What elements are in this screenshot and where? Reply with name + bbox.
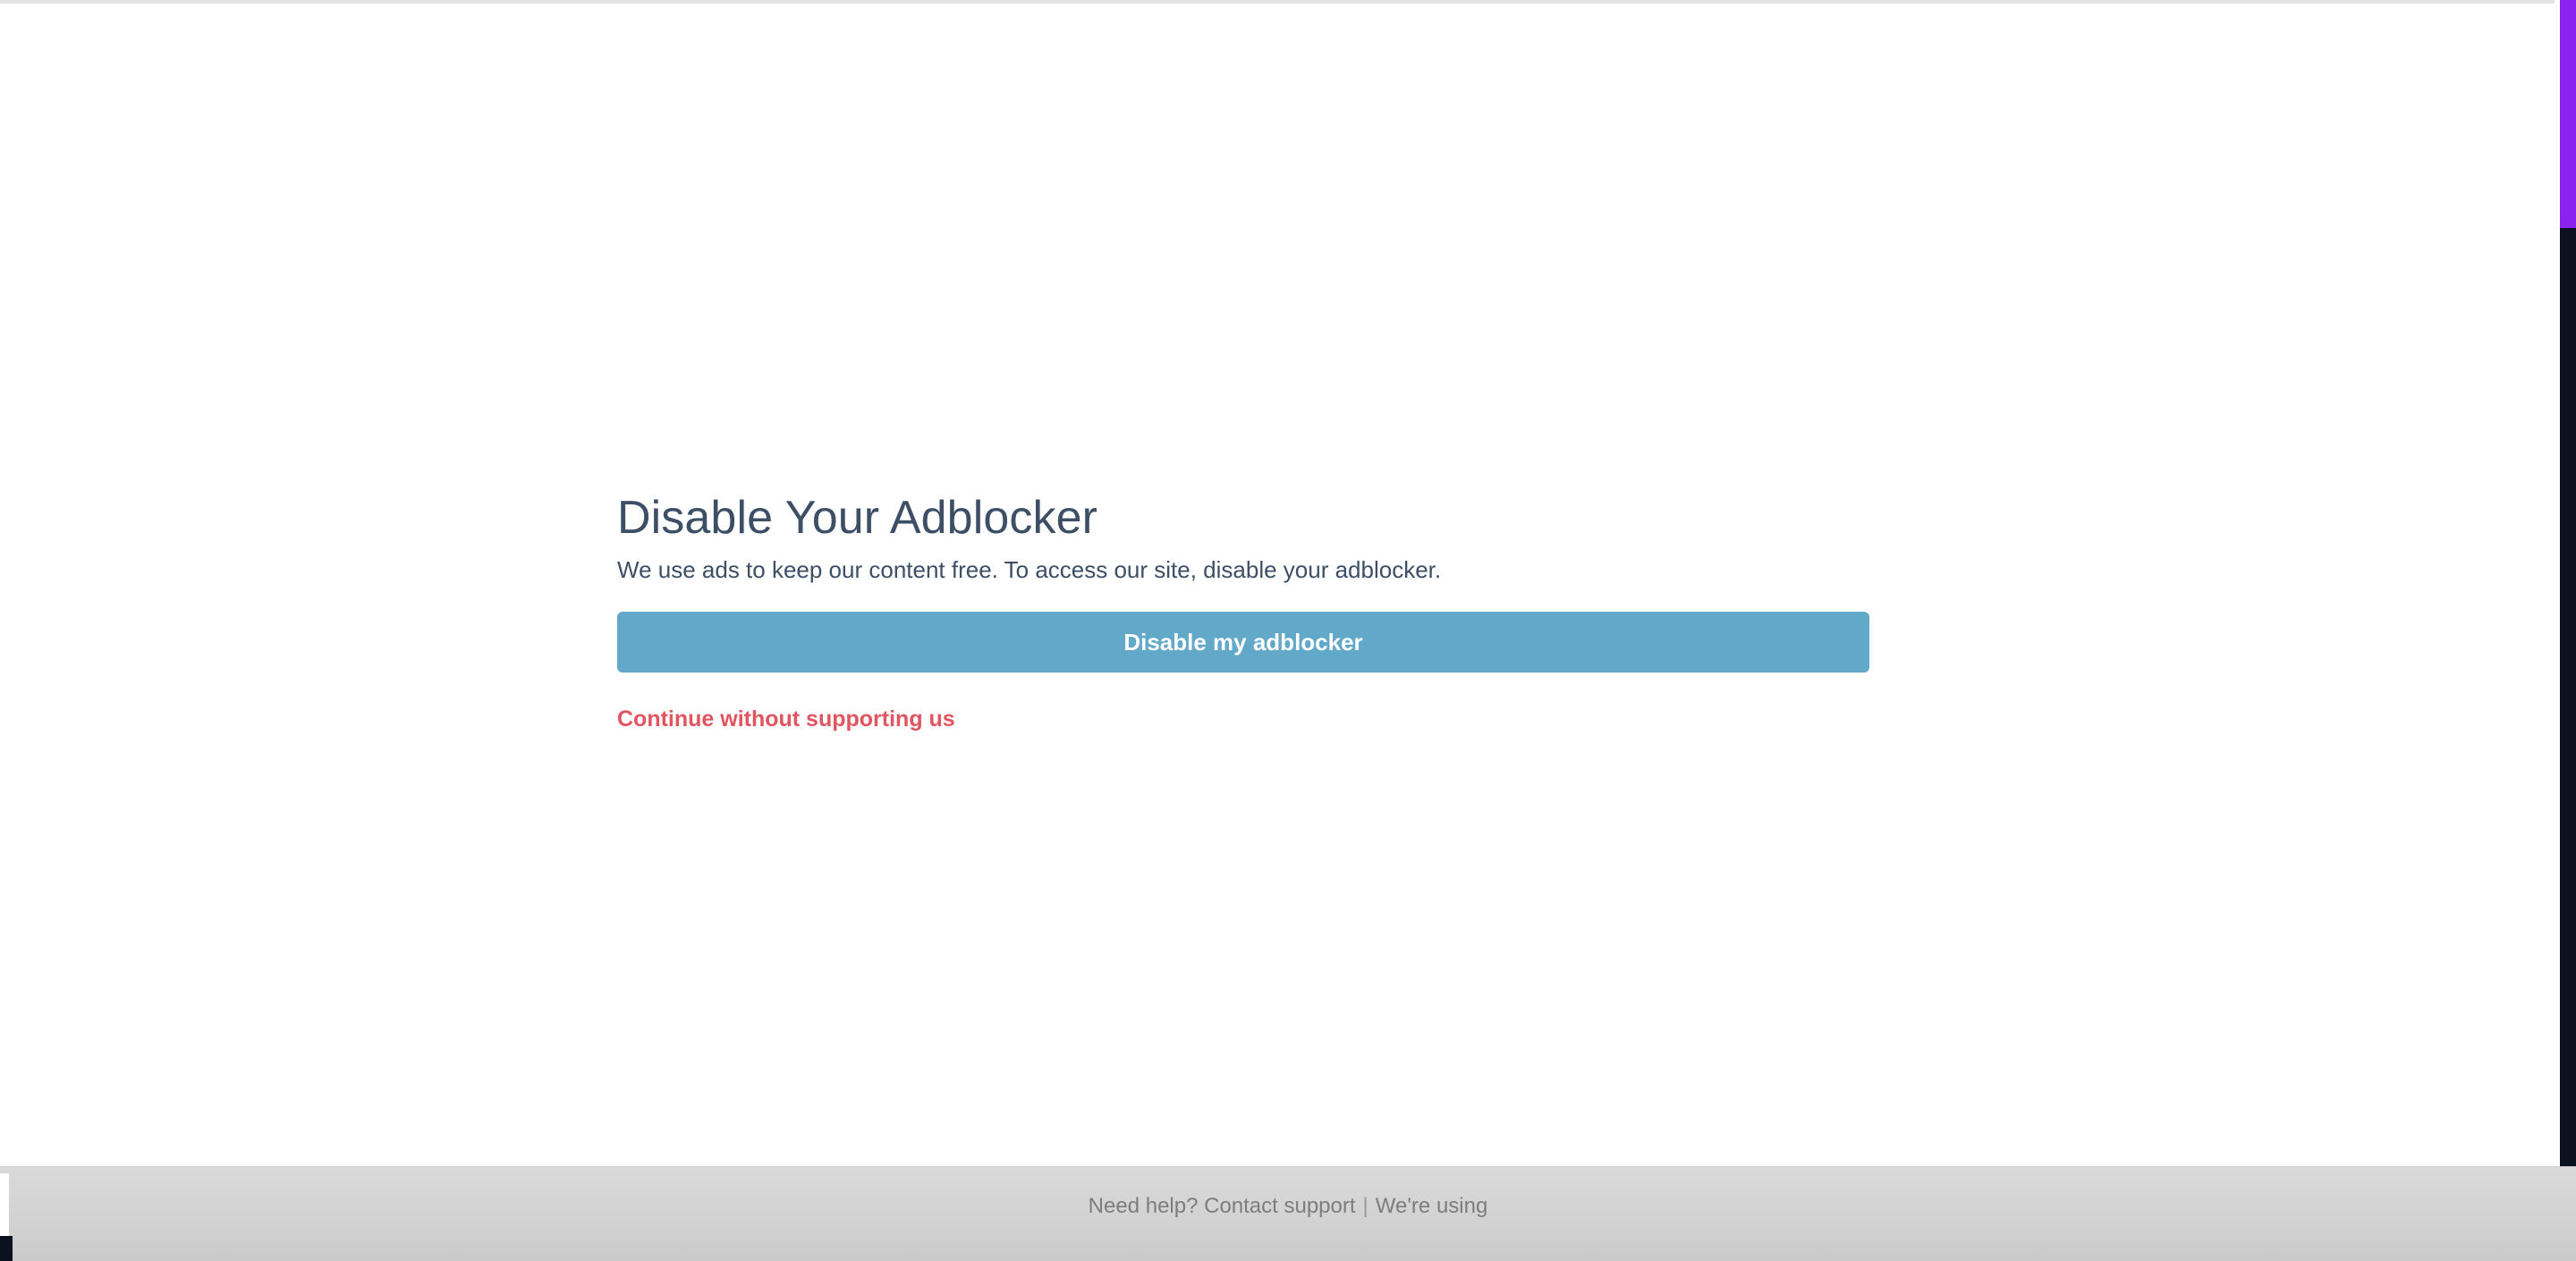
bottom-left-dark-sliver bbox=[0, 1236, 13, 1261]
disable-adblocker-button[interactable]: Disable my adblocker bbox=[617, 612, 1869, 673]
page-title: Disable Your Adblocker bbox=[617, 492, 1098, 544]
right-edge-dark-strip bbox=[2560, 228, 2576, 1261]
top-divider bbox=[0, 0, 2576, 4]
footer-left-white-edge bbox=[0, 1173, 9, 1236]
page-footer bbox=[0, 1166, 2576, 1261]
right-edge-purple-strip bbox=[2560, 0, 2576, 228]
footer-separator: | bbox=[1362, 1194, 1368, 1218]
footer-using-text: We're using bbox=[1375, 1194, 1488, 1218]
contact-support-link[interactable]: Need help? Contact support bbox=[1088, 1194, 1356, 1218]
page-description: We use ads to keep our content free. To access our site, disable your adblocker. bbox=[617, 556, 1442, 583]
adblock-message-container bbox=[617, 490, 1869, 732]
footer-text-row bbox=[0, 1194, 2576, 1219]
continue-without-supporting-link[interactable]: Continue without supporting us bbox=[617, 707, 955, 732]
